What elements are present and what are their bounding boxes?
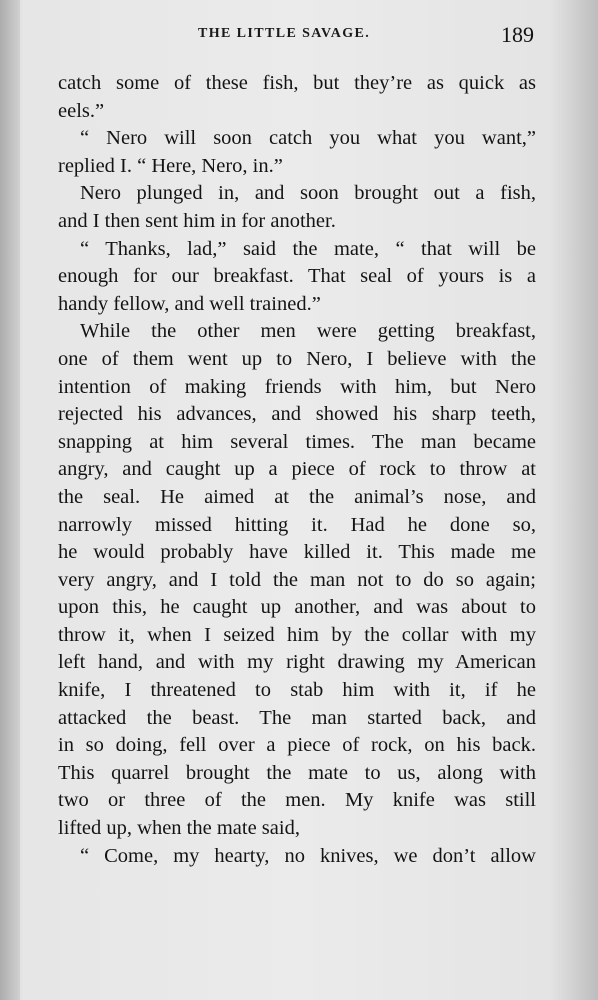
page-gutter-shadow bbox=[0, 0, 20, 1000]
text-line: rejected his advances, and showed his sharp teeth, bbox=[58, 403, 536, 426]
text-line: the seal. He aimed at the animal’s nose, and bbox=[58, 485, 536, 508]
text-line: Nero plunged in, and soon brought out a fish, bbox=[80, 182, 536, 205]
text-line: attacked the beast. The man started back, and bbox=[58, 706, 536, 729]
text-line: two or three of the men. My knife was still bbox=[58, 789, 536, 812]
text-line: angry, and caught up a piece of rock to throw at bbox=[58, 458, 536, 481]
text-line: one of them went up to Nero, I believe with the bbox=[58, 347, 536, 370]
text-line: throw it, when I seized him by the collar with my bbox=[58, 623, 536, 646]
text-line: and I then sent him in for another. bbox=[58, 209, 336, 232]
body-text bbox=[58, 70, 536, 870]
text-line: lifted up, when the mate said, bbox=[58, 817, 300, 840]
text-line: This quarrel brought the mate to us, along with bbox=[58, 761, 536, 784]
text-line: “ Come, my hearty, no knives, we don’t allow bbox=[80, 844, 536, 867]
text-line: snapping at him several times. The man became bbox=[58, 430, 536, 453]
text-line: eels.” bbox=[58, 99, 105, 122]
text-line: replied I. “ Here, Nero, in.” bbox=[58, 154, 283, 177]
page-number: 189 bbox=[501, 22, 534, 47]
text-line: upon this, he caught up another, and was about to bbox=[58, 596, 536, 619]
running-head: THE LITTLE SAVAGE. bbox=[198, 26, 371, 41]
text-line: catch some of these fish, but they’re as quick as bbox=[58, 72, 536, 94]
text-line: narrowly missed hitting it. Had he done so, bbox=[58, 513, 536, 536]
text-line: handy fellow, and well trained.” bbox=[58, 292, 321, 315]
text-line: enough for our breakfast. That seal of yours is a bbox=[58, 265, 536, 288]
text-line: in so doing, fell over a piece of rock, on his back. bbox=[58, 734, 536, 757]
text-line: intention of making friends with him, but Nero bbox=[58, 375, 536, 398]
text-line: very angry, and I told the man not to do so again; bbox=[58, 568, 536, 591]
text-line: “ Thanks, lad,” said the mate, “ that will be bbox=[80, 237, 536, 260]
page-header bbox=[58, 22, 536, 50]
text-line: knife, I threatened to stab him with it, if he bbox=[58, 679, 536, 702]
text-line: While the other men were getting breakfast, bbox=[80, 320, 536, 343]
text-line: he would probably have killed it. This made me bbox=[58, 541, 536, 564]
text-line: “ Nero will soon catch you what you want,” bbox=[80, 127, 536, 150]
text-line: left hand, and with my right drawing my American bbox=[58, 651, 536, 674]
